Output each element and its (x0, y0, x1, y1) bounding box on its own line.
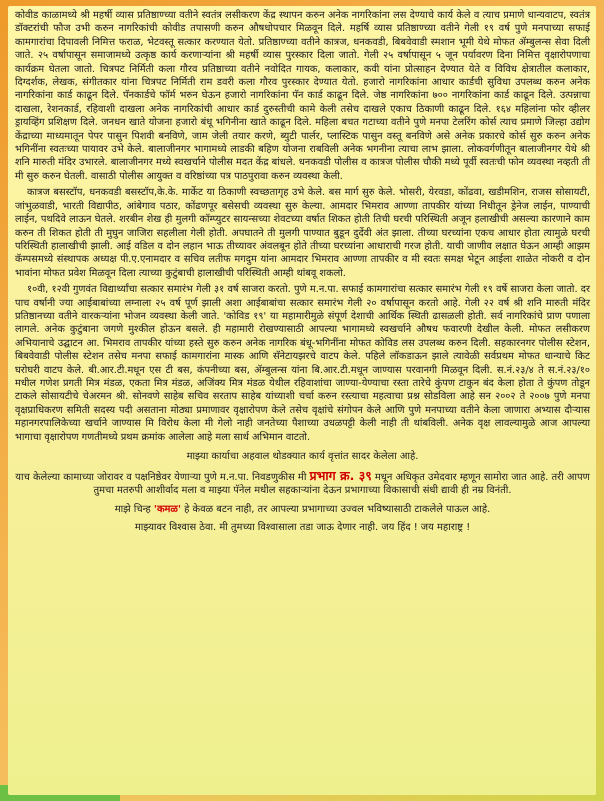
symbol-text-after: हे केवळ बटन नाही, तर आपल्या प्रभागाच्या उज्वल भविष्यासाठी टाकलेले पाऊल आहे. (180, 503, 491, 515)
closing-section (15, 450, 590, 535)
symbol-text-before: माझे चिन्ह (114, 503, 154, 515)
paragraph-felicitation-trees: १०वी, १२वी गुणवंत विद्यार्थ्यांचा सत्कार समारंभ गेली ३१ वर्ष साजरा करतो. पुणे म.न.पा. सफाई कामगारांचा सत्कार समारंभ गेली १९ वर्षे साजरा केला जातो. दर पाच वर्षानी ज्या आईबाबांच्या लग्नाला २५ वर्ष पूर्ण झाली अशा आईबाबांचा सत्कार समारंभ गेली २० वर्षापासून करतो आहे. गेली २२ वर्ष श्री शनि मारुती मंदिर प्रतिष्ठानच्या वतीने वारकऱ्यांना भोजन व्यवस्था केली जाते. 'कोविड १९' या महामारीमुळे संपूर्ण देशाची आर्थिक स्थिती ढासळली होती. सर्व नागरिकांचे प्राण पणाला लागले. अनेक कुटुंबाना जगणे मुश्कील होऊन बसले. ही महामारी रोखण्यासाठी आपल्या भागामध्ये स्वखर्चाने औषध फवारणी देखील केली. मोफत लसीकरण अभियानाचे उद्घाटन आ. भिमराव तापकीर यांच्या हस्ते सुरु करुन अनेक नागरिक बंधू-भगिनींना मोफत कोविड लस उपलब्ध करुन दिली. सहकारनगर पोलीस स्टेशन, बिबवेवाडी पोलीस स्टेशन तसेच मनपा सफाई कामगारांना मास्क आणि सॅनेटायझरचे वाटप केले. पहिले लॉकडाऊन झाले त्यावेळी सर्वप्रथम मोफत धान्याचे किट घरोघरी वाटप केले. बी.आर.टी.मधून एस टी बस, कंपनीच्या बस, ॲम्बुलन्स यांना बि.आर.टी.मधून जाण्यास परवानगी मिळवून दिली. स.नं.२३/४ ते स.नं.२३/१० मधील गणेश प्रगती मित्र मंडळ, एकता मित्र मंडळ, अजिंक्य मित्र मंडळ येथील रहिवाशांचा जाण्या-येण्याचा रस्ता तारेचे कुंपण टाकुन बंद केला होता ते कुंपण तोडून टाकले सोसायटीचे चेअरमन श्री. सोनवणे साहेब सचिव सरताप साहेब यांच्याशी चर्चा करुन रस्त्याचा महत्वाचा प्रश्न सोडविला आहे सन २००२ ते २००७ पुणे मनपा वृक्षप्राधिकरण समिती सदस्य पदी असताना मोठ्या प्रमाणावर वृक्षारोपण केले तसेच वृक्षांचे संगोपन केले आणि पुणे मनपाच्या वतीने केला जाणारा अभ्यास दौऱ्यास महानगरपालिकेच्या खर्चाने जाण्यास मि विरोध केला मी गेलो नाही जनतेच्या पैशाच्या उधळपट्टी केली नाही ती थांबविली. अनेक वृक्ष लावल्यामुळे आज आपल्या भागाचा वृक्षारोपण गणतीमध्ये प्रथम क्रमांक आलेला आहे मला सार्थ अभिमान वाटतो. (15, 284, 590, 443)
candidacy-text-after: मधून अधिकृत उमेदवार म्हणून सामोरा जात आहे. तरी आपण तुमचा मतरुपी आशीर्वाद मला व माझ्या पॅनेल मधील सहकाऱ्यांना देऊन प्रभागाच्या विकासाची संधी द्यावी ही नम्र विनंती. (93, 471, 590, 497)
closing-line-report: माझ्या कार्याचा अहवाल थोडक्यात कार्य वृत्तांत सादर केलेला आहे. (186, 451, 419, 462)
content-panel (8, 6, 596, 795)
election-symbol: 'कमळ' (153, 503, 181, 515)
closing-line-candidacy (15, 469, 590, 498)
paragraph-covid-work: कोवीड काळामध्ये श्री महर्षी व्यास प्रतिष्ठाण्च्या वतीने स्वतंत्र लसीकरण केंद्र स्थापन करुन अनेक नागरिकांना लस देण्याचे कार्य केले व त्याच प्रमाणे धान्यवाटप, स्वतंत्र डॉक्टरांची फौज उभी करुन नागरिकांची कोवीड तपासणी करुन औषधोपचार मिळवून दिले. महर्षि व्यास प्रतिष्ठाण्च्या वतीने गेली १९ वर्ष पुणे मनपाच्या सफाई कामगारांचा दिपावली निमित्त फराळ, भेटवस्तू सत्कार करण्यात येतो. प्रतिष्ठाण्च्या वतीने कात्रज, धनकवडी, बिबवेवाडी स्मशान भूमी येथे मोफत ॲम्बुलन्स सेवा दिली जाते. २५ वर्षापासून समाजामध्ये उत्कृष्ठ कार्य करणाऱ्यांना श्री महर्षी व्यास पुरस्कार दिला जातो. गेली २५ वर्षापासून ५ जून पर्यावरण दिना निमित्त वृक्षारोपणाचा कार्यक्रम घेतला जातो. चित्रपट निर्मिती कला गौरव प्रतिष्ठाच्या वतीने नवोदित गायक, कलाकार, कवी यांना प्रोत्साहन देण्यात येते व विविध क्षेत्रातील कलाकार, दिग्दर्शक, लेखक, संगीतकार यांना चित्रपट निर्मिती राम डवरी कला गौरव पुरस्कार देण्यात येतो. हजारो नागरिकांना आधार कार्डची सुविधा उपलब्ध करुन अनेक नागरिकांना कार्ड काढून दिले. पॅनकार्डचे फॉर्म भरुन घेऊन हजारो नागरिकांना पॅन कार्ड काढून दिले. जेष्ठ नागरिकांना ७०० नागरिकांना कार्ड काढून दिले. उत्पन्नाचा दाखला, रेशनकार्ड, रहिवाशी दाखला अनेक नागरिकांची आधार कार्ड दुरुस्तीची कामे केली तसेच दाखले एकाच ठिकाणी काढून दिले. १६४ महिलांना फोर व्हीलर ड्रायव्हिंग प्रशिक्षण दिले. जनधन खाते योजना हजारो बंधू भगिनीना खाते काढून दिले. महिला बचत गटाच्या वतीने पुणे मनपा टेलरिंग कोर्स त्याच प्रमाणे जिल्हा उद्योग केंद्राच्या माध्यमातून पेपर पासुन पिशवी बनविणे, जाम जेली तयार करणे, ब्युटी पार्लर, प्लास्टिक पासुन वस्तू बनविणे असे अनेक प्रकारचे कोर्स सुरु करुन अनेक भगिनींना स्वतःच्या पायावर उभे केले. बालाजीनगर भागामध्ये लाडकी बहिण योजना राबविली अनेक भगनीना त्याचा लाभ झाला. लोकवर्गणीतून बालाजीनगर येथे श्री शनि मारुती मंदिर उभारले. बालाजीनगर मध्ये स्वखर्चाने पोलीस मदत केंद्र बांधले. धनकवडी पोलीस व कात्रज पोलीस चौकी मध्ये पूर्वी स्वतःची फोन व्यवस्था नव्हती ती मी सुरु करुन घेतली. वासाठी पोलीस आयुक्त व वरिष्ठांच्या पत्र पाठपुरावा करुन व्यवस्था केली. (15, 10, 590, 182)
ward-number: प्रभाग क्र. ३९ (309, 467, 372, 483)
paragraph-transport-education: कात्रज बसस्टॉप, धनकवडी बसस्टॉप,के.के. मार्केट या ठिकाणी स्वच्छतागृह उभे केले. बस मार्ग सुरु केले. भोसरी, येरवडा, कोंढवा, खडीमशिन, राजस सोसायटी, जांभुळवाडी, भारती विद्यापीठ, आंबेगाव पठार, कोंढणपूर बसेसची व्यवस्था सुरु केल्या. आमदार भिमराव आण्णा तापकीर यांच्या निधीतून ड्रेनेज लाईन, पाण्याची लाईन, पथदिवे लाऊन घेतले. शरबीन शेख ही मुलगी कॉम्प्युटर सायन्सच्या शेवटच्या वर्षात शिकत होती तिची घरची परिस्थिती अजून हलाखीची असल्या कारणाने काम करुन ती शिकत होती ती मुघुन जाजिरा सहलीला गेली होती. अपघातने ती मुलगी पाण्यात बुडून दुर्देवी अंत झाला. तीच्या घरच्यांना एकच आधार होता त्यामुळे घरची परिस्थिती हालाखीची झाली. आई वडिल व दोन लहान भाऊ तीच्यावर अंवलबून होते तीच्या घरच्यांना आधाराची गरज होती. याची जाणीव लक्षात घेऊन आम्ही आझम कॅम्पसमध्ये संस्थापक अध्यक्ष पी.ए.एनामदार व सचिव लतीफ मगदुम यांना आमदार भिमराव आण्णा तापकीर व मी स्वतः समक्ष भेटून आईला शाळेत नोकरी व दोन भावांना मोफत प्रवेश मिळवून दिला त्याच्या कुटुंबाची हालाखीची परिस्थिती आम्ही थांबवू शकलो. (15, 187, 590, 279)
closing-line-symbol (15, 503, 590, 517)
closing-line-slogan: माझ्यावर विश्वास ठेवा. मी तुमच्या विश्वासाला तडा जाऊ देणार नाही. जय हिंद ! जय महाराष्ट्र ! (134, 522, 471, 534)
candidacy-text-before: याच केलेल्या कामाच्या जोरावर व पक्षनिष्ठेवर येणाऱ्या पुणे म.न.पा. निवडणुकीस मी (15, 471, 310, 483)
